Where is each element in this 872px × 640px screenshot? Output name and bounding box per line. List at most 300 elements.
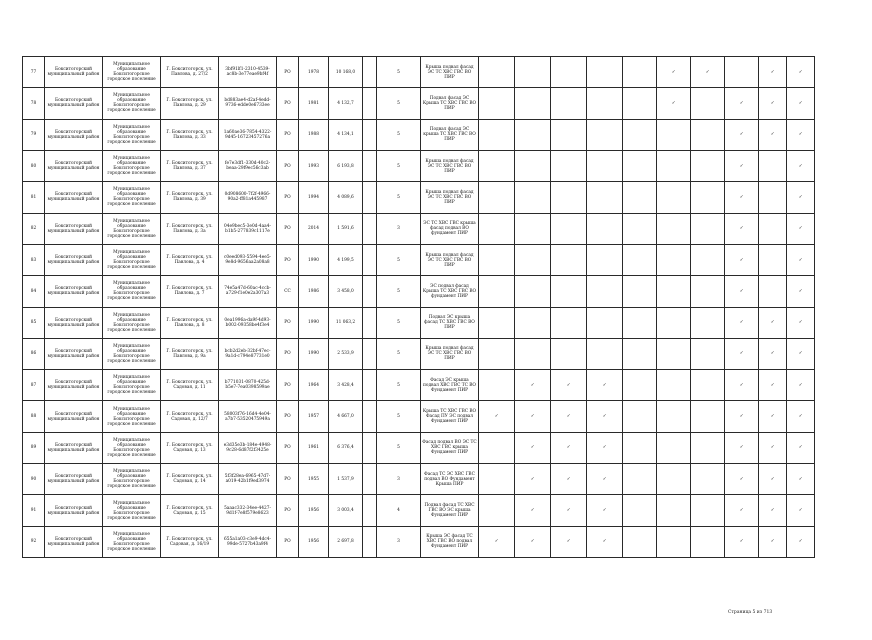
floors-cell: 3 <box>377 464 421 495</box>
municipality-cell: Муниципальное образование Бокситогорское городское поселение <box>103 57 161 88</box>
check-cell <box>787 307 815 338</box>
check-cell <box>691 182 725 213</box>
blank-cell <box>363 57 377 88</box>
check-cell <box>479 119 515 150</box>
checkmark-icon: ✓ <box>739 476 744 482</box>
checkmark-icon: ✓ <box>739 100 744 106</box>
house-code-cell: 74e5a47d-60ac-4ccb-a729-f1e0e2a307a3 <box>219 276 277 307</box>
district-cell: Бокситогорский муниципальный район <box>45 370 103 401</box>
address-cell: Г. Бокситогорск, ул. Павлова, д. 7 <box>161 276 219 307</box>
page-footer: Страница 5 из 713 <box>728 610 773 615</box>
year-cell: 1993 <box>299 150 329 181</box>
check-cell <box>479 213 515 244</box>
address-cell: Г. Бокситогорск, ул. Павлова, д. 29 <box>161 88 219 119</box>
check-cell <box>657 88 691 119</box>
type-cell: РО <box>277 464 299 495</box>
check-cell <box>725 464 759 495</box>
check-cell <box>657 495 691 526</box>
check-cell <box>657 276 691 307</box>
check-cell <box>759 57 787 88</box>
checkmark-icon: ✓ <box>739 226 744 232</box>
check-cell <box>587 244 623 275</box>
row-number-cell: 90 <box>23 464 45 495</box>
check-cell <box>587 57 623 88</box>
check-cell <box>787 57 815 88</box>
year-cell: 1957 <box>299 401 329 432</box>
area-cell: 6 376,4 <box>329 432 363 463</box>
check-cell <box>787 88 815 119</box>
check-cell <box>551 88 587 119</box>
checkmark-icon: ✓ <box>770 132 775 138</box>
checkmark-icon: ✓ <box>798 414 803 420</box>
checkmark-icon: ✓ <box>798 132 803 138</box>
checkmark-icon: ✓ <box>602 382 607 388</box>
checkmark-icon: ✓ <box>798 194 803 200</box>
works-cell: Крыша подвал фасад ЭС ТС ХВС ГВС ВО ПИР <box>421 244 479 275</box>
check-cell <box>515 244 551 275</box>
row-number-cell: 88 <box>23 401 45 432</box>
checkmark-icon: ✓ <box>566 382 571 388</box>
checkmark-icon: ✓ <box>705 69 710 75</box>
year-cell: 1994 <box>299 182 329 213</box>
blank-cell <box>363 119 377 150</box>
row-number-cell: 89 <box>23 432 45 463</box>
house-code-cell: 5f3f28ea-6965-47d7-a019-42b1f9ed3974 <box>219 464 277 495</box>
checkmark-icon: ✓ <box>530 508 535 514</box>
checkmark-icon: ✓ <box>494 539 499 545</box>
check-cell <box>759 276 787 307</box>
type-cell: РО <box>277 88 299 119</box>
district-cell: Бокситогорский муниципальный район <box>45 244 103 275</box>
area-cell: 4 089,6 <box>329 182 363 213</box>
checkmark-icon: ✓ <box>739 382 744 388</box>
check-cell <box>759 338 787 369</box>
blank-cell <box>363 213 377 244</box>
check-cell <box>515 182 551 213</box>
check-cell <box>551 526 587 557</box>
check-cell <box>725 150 759 181</box>
checkmark-icon: ✓ <box>739 351 744 357</box>
table-row <box>23 150 844 181</box>
works-cell: Крыша подвал фасад ЭС ТС ХВС ГВС ВО ПИР <box>421 150 479 181</box>
check-cell <box>725 244 759 275</box>
district-cell: Бокситогорский муниципальный район <box>45 432 103 463</box>
check-cell <box>551 307 587 338</box>
check-cell <box>657 213 691 244</box>
municipality-cell: Муниципальное образование Бокситогорское городское поселение <box>103 150 161 181</box>
house-code-cell: 58003f76-16d4-4e04-a7b7-53520475949a <box>219 401 277 432</box>
check-cell <box>657 401 691 432</box>
row-number-cell: 78 <box>23 88 45 119</box>
address-cell: Г. Бокситогорск, ул. Садовая, д. 11 <box>161 370 219 401</box>
year-cell: 1986 <box>299 276 329 307</box>
works-cell: Крыша подвал фасад ЭС ТС ХВС ГВС ВО ПИР <box>421 338 479 369</box>
check-cell <box>657 119 691 150</box>
checkmark-icon: ✓ <box>770 445 775 451</box>
check-cell <box>759 119 787 150</box>
check-cell <box>587 182 623 213</box>
area-cell: 1 591,6 <box>329 213 363 244</box>
check-cell <box>551 464 587 495</box>
works-cell: Крыша подвал фасад ЭС ТС ХВС ГВС ВО ПИР <box>421 57 479 88</box>
district-cell: Бокситогорский муниципальный район <box>45 276 103 307</box>
area-cell: 4 199,5 <box>329 244 363 275</box>
works-cell: Подвал фасад ЭС Крыша ТС ХВС ГВС ВО ПИР <box>421 88 479 119</box>
works-cell: Крыша ТС ХВС ГВС ВО Фасад ПУ ЭС подвал Фундамент ПИР <box>421 401 479 432</box>
check-cell <box>551 338 587 369</box>
check-cell <box>515 370 551 401</box>
check-cell <box>787 213 815 244</box>
blank-cell <box>363 244 377 275</box>
check-cell <box>587 276 623 307</box>
check-cell <box>691 526 725 557</box>
address-cell: Г. Бокситогорск, ул. Садовая, д. 12/7 <box>161 401 219 432</box>
year-cell: 1988 <box>299 119 329 150</box>
checkmark-icon: ✓ <box>530 476 535 482</box>
check-cell <box>691 276 725 307</box>
check-cell <box>691 495 725 526</box>
check-cell <box>657 432 691 463</box>
check-cell <box>691 150 725 181</box>
works-cell: Фасад ЭС крыша подвал ХВС ГВС ТС ВО Фундамент ПИР <box>421 370 479 401</box>
checkmark-icon: ✓ <box>770 476 775 482</box>
check-cell <box>479 276 515 307</box>
check-cell <box>725 213 759 244</box>
address-cell: Г. Бокситогорск, ул. Павлова, д. 33 <box>161 119 219 150</box>
address-cell: Г. Бокситогорск, ул. Садовая, д. 14 <box>161 464 219 495</box>
checkmark-icon: ✓ <box>671 100 676 106</box>
house-code-cell: 0d908600-7f2f-4966-90a2-ff81a445987 <box>219 182 277 213</box>
check-cell <box>515 150 551 181</box>
table-row <box>23 432 844 463</box>
check-cell <box>551 432 587 463</box>
check-cell <box>515 213 551 244</box>
row-number-cell: 91 <box>23 495 45 526</box>
check-cell <box>623 338 657 369</box>
checkmark-icon: ✓ <box>566 445 571 451</box>
checkmark-icon: ✓ <box>602 414 607 420</box>
house-code-cell: 655a1a03-c3e9-4dc4-99de-5727b43a9f4 <box>219 526 277 557</box>
check-cell <box>515 526 551 557</box>
municipality-cell: Муниципальное образование Бокситогорское городское поселение <box>103 276 161 307</box>
check-cell <box>551 370 587 401</box>
works-cell: Подвал ЭС крыша фасад ТС ХВС ГВС ВО ПИР <box>421 307 479 338</box>
row-number-cell: 86 <box>23 338 45 369</box>
address-cell: Г. Бокситогорск, ул. Садовая, д. 13 <box>161 432 219 463</box>
municipality-cell: Муниципальное образование Бокситогорское городское поселение <box>103 119 161 150</box>
check-cell <box>657 150 691 181</box>
floors-cell: 5 <box>377 182 421 213</box>
check-cell <box>623 57 657 88</box>
check-cell <box>587 401 623 432</box>
house-code-cell: 04e9bec5-3e0d-4aa4-b1b5-277839c1117e <box>219 213 277 244</box>
check-cell <box>623 370 657 401</box>
check-cell <box>623 213 657 244</box>
check-cell <box>551 244 587 275</box>
check-cell <box>725 119 759 150</box>
check-cell <box>515 338 551 369</box>
works-cell: Подвал фасад ЭС крыша ТС ХВС ГВС ВО ПИР <box>421 119 479 150</box>
check-cell <box>691 464 725 495</box>
check-cell <box>657 57 691 88</box>
check-cell <box>759 182 787 213</box>
check-cell <box>587 370 623 401</box>
check-cell <box>587 432 623 463</box>
check-cell <box>691 57 725 88</box>
municipality-cell: Муниципальное образование Бокситогорское городское поселение <box>103 182 161 213</box>
blank-cell <box>363 401 377 432</box>
floors-cell: 4 <box>377 495 421 526</box>
checkmark-icon: ✓ <box>798 320 803 326</box>
row-number-cell: 83 <box>23 244 45 275</box>
checkmark-icon: ✓ <box>798 100 803 106</box>
checkmark-icon: ✓ <box>602 539 607 545</box>
type-cell: СС <box>277 276 299 307</box>
district-cell: Бокситогорский муниципальный район <box>45 182 103 213</box>
area-cell: 1 537,9 <box>329 464 363 495</box>
address-cell: Г. Бокситогорск, ул. Садовая, д. 16/19 <box>161 526 219 557</box>
check-cell <box>759 526 787 557</box>
check-cell <box>623 464 657 495</box>
check-cell <box>787 432 815 463</box>
year-cell: 1990 <box>299 338 329 369</box>
check-cell <box>759 244 787 275</box>
area-cell: 6 193,8 <box>329 150 363 181</box>
floors-cell: 5 <box>377 88 421 119</box>
checkmark-icon: ✓ <box>739 194 744 200</box>
blank-cell <box>363 182 377 213</box>
floors-cell: 3 <box>377 526 421 557</box>
works-cell: Фасад подвал ВО ЭС ТС ХВС ГВС крыша Фундамент ПИР <box>421 432 479 463</box>
check-cell <box>515 432 551 463</box>
address-cell: Г. Бокситогорск, ул. Павлова, д. 4 <box>161 244 219 275</box>
checkmark-icon: ✓ <box>798 382 803 388</box>
floors-cell: 5 <box>377 401 421 432</box>
check-cell <box>515 464 551 495</box>
check-cell <box>551 495 587 526</box>
check-cell <box>787 119 815 150</box>
blank-cell <box>363 276 377 307</box>
check-cell <box>691 119 725 150</box>
check-cell <box>551 213 587 244</box>
check-cell <box>725 307 759 338</box>
district-cell: Бокситогорский муниципальный район <box>45 150 103 181</box>
check-cell <box>515 119 551 150</box>
floors-cell: 5 <box>377 432 421 463</box>
checkmark-icon: ✓ <box>798 508 803 514</box>
district-cell: Бокситогорский муниципальный район <box>45 526 103 557</box>
floors-cell: 5 <box>377 338 421 369</box>
checkmark-icon: ✓ <box>798 351 803 357</box>
check-cell <box>725 526 759 557</box>
check-cell <box>759 401 787 432</box>
area-cell: 4 134,1 <box>329 119 363 150</box>
checkmark-icon: ✓ <box>739 539 744 545</box>
address-cell: Г. Бокситогорск, ул. Павлова, д. 27/2 <box>161 57 219 88</box>
address-cell: Г. Бокситогорск, ул. Павлова, д. 3а <box>161 213 219 244</box>
check-cell <box>759 432 787 463</box>
checkmark-icon: ✓ <box>798 257 803 263</box>
table-row <box>23 88 844 119</box>
floors-cell: 3 <box>377 213 421 244</box>
check-cell <box>587 307 623 338</box>
check-cell <box>759 370 787 401</box>
floors-cell: 5 <box>377 150 421 181</box>
check-cell <box>587 495 623 526</box>
checkmark-icon: ✓ <box>566 508 571 514</box>
check-cell <box>725 182 759 213</box>
row-number-cell: 79 <box>23 119 45 150</box>
check-cell <box>623 526 657 557</box>
checkmark-icon: ✓ <box>798 163 803 169</box>
table-row <box>23 244 844 275</box>
check-cell <box>787 370 815 401</box>
check-cell <box>657 338 691 369</box>
blank-cell <box>363 338 377 369</box>
check-cell <box>787 401 815 432</box>
area-cell: 11 063,2 <box>329 307 363 338</box>
house-code-cell: 0ea1996a-da9f-4d93-b002-09358be4f3e4 <box>219 307 277 338</box>
checkmark-icon: ✓ <box>770 508 775 514</box>
check-cell <box>725 370 759 401</box>
year-cell: 2014 <box>299 213 329 244</box>
row-number-cell: 80 <box>23 150 45 181</box>
district-cell: Бокситогорский муниципальный район <box>45 119 103 150</box>
house-code-cell: bcb2d2eb-32bf-47ec-9a1d-c794e87731e0 <box>219 338 277 369</box>
floors-cell: 5 <box>377 119 421 150</box>
area-cell: 3 428,4 <box>329 370 363 401</box>
year-cell: 1964 <box>299 370 329 401</box>
area-cell: 3 003,4 <box>329 495 363 526</box>
house-code-cell: bd883ae4-d2af-4edd-9736-edde0e6733ee <box>219 88 277 119</box>
checkmark-icon: ✓ <box>739 414 744 420</box>
house-code-cell: b771031-0870-425d-b5e7-7ea0398599ae <box>219 370 277 401</box>
municipality-cell: Муниципальное образование Бокситогорское городское поселение <box>103 526 161 557</box>
check-cell <box>623 119 657 150</box>
type-cell: РО <box>277 432 299 463</box>
check-cell <box>479 244 515 275</box>
municipality-cell: Муниципальное образование Бокситогорское городское поселение <box>103 432 161 463</box>
check-cell <box>759 88 787 119</box>
check-cell <box>657 370 691 401</box>
check-cell <box>691 307 725 338</box>
check-cell <box>759 307 787 338</box>
blank-cell <box>363 464 377 495</box>
district-cell: Бокситогорский муниципальный район <box>45 495 103 526</box>
checkmark-icon: ✓ <box>798 445 803 451</box>
check-cell <box>587 213 623 244</box>
row-number-cell: 84 <box>23 276 45 307</box>
district-cell: Бокситогорский муниципальный район <box>45 464 103 495</box>
check-cell <box>479 526 515 557</box>
checkmark-icon: ✓ <box>739 320 744 326</box>
check-cell <box>657 244 691 275</box>
type-cell: РО <box>277 370 299 401</box>
table-row <box>23 370 844 401</box>
type-cell: РО <box>277 150 299 181</box>
district-cell: Бокситогорский муниципальный район <box>45 213 103 244</box>
checkmark-icon: ✓ <box>530 382 535 388</box>
table-row <box>23 464 844 495</box>
check-cell <box>551 276 587 307</box>
address-cell: Г. Бокситогорск, ул. Садовая, д. 15 <box>161 495 219 526</box>
blank-cell <box>363 88 377 119</box>
check-cell <box>657 464 691 495</box>
check-cell <box>657 526 691 557</box>
check-cell <box>787 338 815 369</box>
table-row <box>23 495 844 526</box>
year-cell: 1990 <box>299 307 329 338</box>
check-cell <box>587 119 623 150</box>
check-cell <box>725 338 759 369</box>
check-cell <box>787 182 815 213</box>
type-cell: РО <box>277 182 299 213</box>
year-cell: 1956 <box>299 526 329 557</box>
municipality-cell: Муниципальное образование Бокситогорское городское поселение <box>103 401 161 432</box>
document-page <box>22 56 834 558</box>
checkmark-icon: ✓ <box>770 69 775 75</box>
table-row <box>23 57 844 88</box>
check-cell <box>479 370 515 401</box>
type-cell: РО <box>277 213 299 244</box>
district-cell: Бокситогорский муниципальный район <box>45 338 103 369</box>
check-cell <box>623 182 657 213</box>
check-cell <box>479 182 515 213</box>
table-row <box>23 338 844 369</box>
check-cell <box>587 150 623 181</box>
check-cell <box>479 401 515 432</box>
year-cell: 1961 <box>299 432 329 463</box>
check-cell <box>515 276 551 307</box>
check-cell <box>479 464 515 495</box>
address-cell: Г. Бокситогорск, ул. Павлова, д. 9а <box>161 338 219 369</box>
check-cell <box>725 401 759 432</box>
check-cell <box>725 57 759 88</box>
area-cell: 2 533,9 <box>329 338 363 369</box>
check-cell <box>479 57 515 88</box>
check-cell <box>623 88 657 119</box>
municipality-cell: Муниципальное образование Бокситогорское городское поселение <box>103 495 161 526</box>
check-cell <box>691 370 725 401</box>
checkmark-icon: ✓ <box>739 508 744 514</box>
blank-cell <box>363 526 377 557</box>
works-cell: Подвал фасад ТС ХВС ГВС ВО ЭС крыша Фундамент ПИР <box>421 495 479 526</box>
blank-cell <box>363 150 377 181</box>
type-cell: РО <box>277 244 299 275</box>
house-code-cell: e3d35e3b-184e-4948-9c28-6d87f2f3425e <box>219 432 277 463</box>
checkmark-icon: ✓ <box>739 445 744 451</box>
table-row <box>23 276 844 307</box>
checkmark-icon: ✓ <box>671 69 676 75</box>
checkmark-icon: ✓ <box>530 539 535 545</box>
floors-cell: 5 <box>377 370 421 401</box>
year-cell: 1956 <box>299 495 329 526</box>
checkmark-icon: ✓ <box>798 476 803 482</box>
municipality-cell: Муниципальное образование Бокситогорское городское поселение <box>103 338 161 369</box>
check-cell <box>725 432 759 463</box>
address-cell: Г. Бокситогорск, ул. Павлова, д. 8 <box>161 307 219 338</box>
checkmark-icon: ✓ <box>566 539 571 545</box>
check-cell <box>479 307 515 338</box>
row-number-cell: 82 <box>23 213 45 244</box>
district-cell: Бокситогорский муниципальный район <box>45 401 103 432</box>
checkmark-icon: ✓ <box>602 445 607 451</box>
checkmark-icon: ✓ <box>566 476 571 482</box>
checkmark-icon: ✓ <box>770 382 775 388</box>
check-cell <box>691 88 725 119</box>
checkmark-icon: ✓ <box>566 414 571 420</box>
checkmark-icon: ✓ <box>770 320 775 326</box>
